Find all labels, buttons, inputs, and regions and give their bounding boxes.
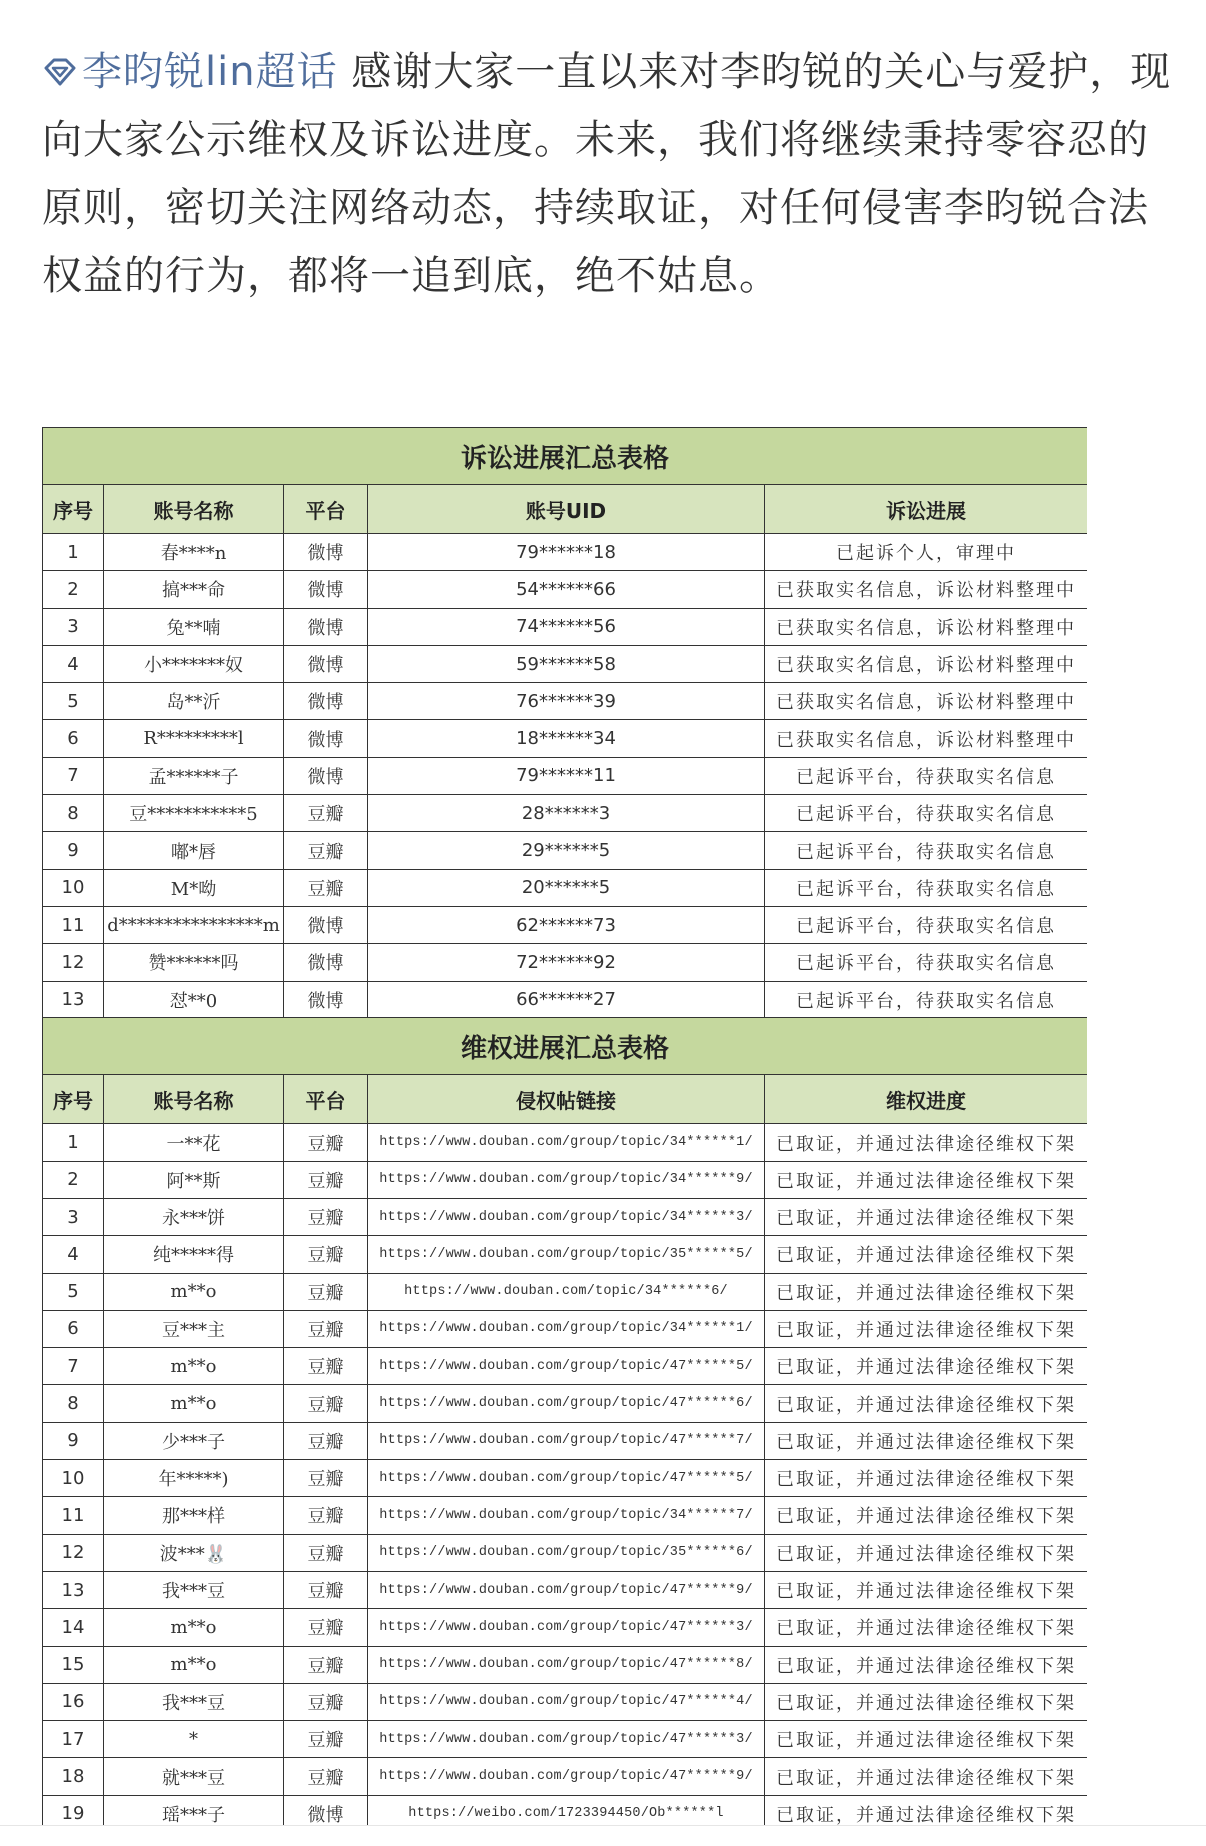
litigation-table-header-3: 账号UID (368, 485, 765, 534)
cell-no: 18 (43, 1758, 104, 1795)
cell-no: 5 (43, 683, 104, 720)
cell-link[interactable]: https://www.douban.com/group/topic/47******6/ (368, 1385, 765, 1422)
cell-progress: 已取证，并通过法律途径维权下架 (765, 1161, 1088, 1198)
table-row (43, 1460, 1088, 1497)
cell-no: 3 (43, 608, 104, 645)
cell-name: 一**花 (104, 1124, 284, 1161)
cell-no: 9 (43, 1422, 104, 1459)
table-row (43, 1795, 1088, 1825)
cell-platform: 豆瓣 (284, 1534, 368, 1571)
cell-name: 我***豆 (104, 1571, 284, 1608)
cell-progress: 已取证，并通过法律途径维权下架 (765, 1795, 1088, 1825)
cell-progress: 已取证，并通过法律途径维权下架 (765, 1609, 1088, 1646)
table-row (43, 1758, 1088, 1795)
cell-progress: 已取证，并通过法律途径维权下架 (765, 1721, 1088, 1758)
cell-name: M*呦 (104, 869, 284, 906)
cell-link[interactable]: https://weibo.com/1723394450/Ob******l (368, 1795, 765, 1825)
cell-name: 小*******奴 (104, 645, 284, 682)
cell-name: d****************m (104, 906, 284, 943)
cell-no: 1 (43, 1124, 104, 1161)
cell-name: 豆***主 (104, 1310, 284, 1347)
litigation-table-header-0: 序号 (43, 485, 104, 534)
litigation-table-header-1: 账号名称 (104, 485, 284, 534)
cell-link[interactable]: https://www.douban.com/group/topic/47******5/ (368, 1460, 765, 1497)
cell-name: 嘟*唇 (104, 832, 284, 869)
topic-link[interactable] (42, 49, 338, 95)
cell-progress: 已获取实名信息，诉讼材料整理中 (765, 683, 1088, 720)
cell-no: 12 (43, 944, 104, 981)
cell-progress: 已取证，并通过法律途径维权下架 (765, 1273, 1088, 1310)
cell-progress: 已取证，并通过法律途径维权下架 (765, 1422, 1088, 1459)
table-row (43, 869, 1088, 906)
cell-platform: 豆瓣 (284, 1198, 368, 1235)
cell-platform: 豆瓣 (284, 1497, 368, 1534)
cell-name: m**o (104, 1348, 284, 1385)
cell-link[interactable]: https://www.douban.com/group/topic/35******5/ (368, 1236, 765, 1273)
cell-link[interactable]: https://www.douban.com/group/topic/35******6/ (368, 1534, 765, 1571)
cell-platform: 微博 (284, 981, 368, 1018)
table-row (43, 1571, 1088, 1608)
cell-platform: 豆瓣 (284, 832, 368, 869)
cell-uid: 66******27 (368, 981, 765, 1018)
cell-no: 2 (43, 571, 104, 608)
cell-name: 我***豆 (104, 1683, 284, 1720)
cell-link[interactable]: https://www.douban.com/group/topic/47******7/ (368, 1422, 765, 1459)
cell-progress: 已取证，并通过法律途径维权下架 (765, 1571, 1088, 1608)
cell-progress: 已取证，并通过法律途径维权下架 (765, 1310, 1088, 1347)
cell-no: 17 (43, 1721, 104, 1758)
cell-uid: 62******73 (368, 906, 765, 943)
diamond-icon (42, 57, 78, 87)
cell-name: m**o (104, 1609, 284, 1646)
cell-platform: 微博 (284, 906, 368, 943)
cell-progress: 已起诉平台，待获取实名信息 (765, 757, 1088, 794)
cell-uid: 29******5 (368, 832, 765, 869)
cell-uid: 72******92 (368, 944, 765, 981)
cell-platform: 豆瓣 (284, 1310, 368, 1347)
cell-uid: 79******18 (368, 534, 765, 571)
cell-progress: 已获取实名信息，诉讼材料整理中 (765, 645, 1088, 682)
cell-link[interactable]: https://www.douban.com/group/topic/47******3/ (368, 1721, 765, 1758)
cell-progress: 已取证，并通过法律途径维权下架 (765, 1236, 1088, 1273)
cell-no: 13 (43, 1571, 104, 1608)
table-row (43, 795, 1088, 832)
table-row (43, 981, 1088, 1018)
cell-progress: 已起诉个人，审理中 (765, 534, 1088, 571)
cell-platform: 豆瓣 (284, 1422, 368, 1459)
cell-platform: 豆瓣 (284, 1236, 368, 1273)
cell-name: m**o (104, 1385, 284, 1422)
cell-name: 岛**沂 (104, 683, 284, 720)
bottom-edge (0, 1825, 1206, 1846)
cell-platform: 豆瓣 (284, 1273, 368, 1310)
cell-name: 兔**喃 (104, 608, 284, 645)
cell-name: m**o (104, 1273, 284, 1310)
table-row (43, 1310, 1088, 1347)
cell-name: 搞***命 (104, 571, 284, 608)
cell-platform: 豆瓣 (284, 1571, 368, 1608)
table-row (43, 1646, 1088, 1683)
cell-platform: 豆瓣 (284, 869, 368, 906)
table-row (43, 832, 1088, 869)
cell-platform: 微博 (284, 1795, 368, 1825)
cell-no: 13 (43, 981, 104, 1018)
cell-no: 2 (43, 1161, 104, 1198)
table-row (43, 906, 1088, 943)
cell-progress: 已取证，并通过法律途径维权下架 (765, 1646, 1088, 1683)
cell-name: 年*****) (104, 1460, 284, 1497)
cell-name: 阿**斯 (104, 1161, 284, 1198)
table-row (43, 1721, 1088, 1758)
cell-name: 永***饼 (104, 1198, 284, 1235)
cell-progress: 已取证，并通过法律途径维权下架 (765, 1683, 1088, 1720)
cell-no: 4 (43, 645, 104, 682)
table-row (43, 1236, 1088, 1273)
cell-progress: 已起诉平台，待获取实名信息 (765, 981, 1088, 1018)
rights-table-header-3: 侵权帖链接 (368, 1075, 765, 1124)
cell-name: 瑶***子 (104, 1795, 284, 1825)
cell-uid: 54******66 (368, 571, 765, 608)
cell-no: 14 (43, 1609, 104, 1646)
cell-platform: 微博 (284, 720, 368, 757)
rights-table-header-2: 平台 (284, 1075, 368, 1124)
litigation-table (42, 427, 1087, 1019)
table-row (43, 1124, 1088, 1161)
cell-no: 16 (43, 1683, 104, 1720)
cell-progress: 已起诉平台，待获取实名信息 (765, 869, 1088, 906)
table-row (43, 1273, 1088, 1310)
cell-name: m**o (104, 1646, 284, 1683)
cell-link[interactable]: https://www.douban.com/group/topic/34******9/ (368, 1161, 765, 1198)
table-row (43, 1609, 1088, 1646)
cell-name: 孟******子 (104, 757, 284, 794)
cell-uid: 79******11 (368, 757, 765, 794)
cell-link[interactable]: https://www.douban.com/group/topic/34******1/ (368, 1124, 765, 1161)
cell-no: 7 (43, 757, 104, 794)
table-row (43, 645, 1088, 682)
cell-progress: 已取证，并通过法律途径维权下架 (765, 1534, 1088, 1571)
table-row (43, 608, 1088, 645)
table-row (43, 1161, 1088, 1198)
litigation-table-header-2: 平台 (284, 485, 368, 534)
table-row (43, 1422, 1088, 1459)
cell-platform: 豆瓣 (284, 1721, 368, 1758)
table-row (43, 534, 1088, 571)
cell-no: 1 (43, 534, 104, 571)
cell-progress: 已取证，并通过法律途径维权下架 (765, 1124, 1088, 1161)
cell-progress: 已获取实名信息，诉讼材料整理中 (765, 720, 1088, 757)
table-row (43, 1534, 1088, 1571)
cell-uid: 76******39 (368, 683, 765, 720)
cell-name: 纯*****得 (104, 1236, 284, 1273)
post-body: 感谢大家一直以来对李昀锐的关心与爱护，现向大家公示维权及诉讼进度。未来，我们将继续秉持零容忍的原则，密切关注网络动态，持续取证，对任何侵害李昀锐合法权益的行为，都将一追到底，绝不姑息。 (42, 49, 1172, 299)
cell-name: 就***豆 (104, 1758, 284, 1795)
cell-no: 6 (43, 1310, 104, 1347)
table-row (43, 720, 1088, 757)
cell-no: 6 (43, 720, 104, 757)
cell-platform: 豆瓣 (284, 1758, 368, 1795)
cell-name: 春****n (104, 534, 284, 571)
cell-name: * (104, 1721, 284, 1758)
cell-platform: 豆瓣 (284, 1124, 368, 1161)
cell-no: 11 (43, 1497, 104, 1534)
cell-link[interactable]: https://www.douban.com/group/topic/47******9/ (368, 1758, 765, 1795)
cell-platform: 豆瓣 (284, 1646, 368, 1683)
post-text (42, 38, 1172, 310)
cell-no: 7 (43, 1348, 104, 1385)
rights-table-header-1: 账号名称 (104, 1075, 284, 1124)
cell-platform: 豆瓣 (284, 1609, 368, 1646)
cell-name: R*********l (104, 720, 284, 757)
cell-link[interactable]: https://www.douban.com/group/topic/34******7/ (368, 1497, 765, 1534)
cell-platform: 微博 (284, 608, 368, 645)
table-row (43, 1683, 1088, 1720)
litigation-table-header-4: 诉讼进展 (765, 485, 1088, 534)
cell-progress: 已取证，并通过法律途径维权下架 (765, 1348, 1088, 1385)
cell-no: 8 (43, 795, 104, 832)
cell-platform: 微博 (284, 757, 368, 794)
cell-no: 10 (43, 1460, 104, 1497)
cell-uid: 28******3 (368, 795, 765, 832)
cell-link[interactable]: https://www.douban.com/group/topic/47******9/ (368, 1571, 765, 1608)
table-row (43, 1497, 1088, 1534)
cell-no: 9 (43, 832, 104, 869)
cell-uid: 59******58 (368, 645, 765, 682)
cell-platform: 微博 (284, 944, 368, 981)
cell-link[interactable]: https://www.douban.com/group/topic/47******5/ (368, 1348, 765, 1385)
cell-platform: 豆瓣 (284, 1460, 368, 1497)
cell-no: 19 (43, 1795, 104, 1825)
cell-link[interactable]: https://www.douban.com/topic/34******6/ (368, 1273, 765, 1310)
rights-table-header-0: 序号 (43, 1075, 104, 1124)
cell-progress: 已起诉平台，待获取实名信息 (765, 944, 1088, 981)
cell-progress: 已起诉平台，待获取实名信息 (765, 795, 1088, 832)
progress-table-image (42, 427, 1087, 1825)
cell-uid: 74******56 (368, 608, 765, 645)
cell-platform: 微博 (284, 645, 368, 682)
cell-progress: 已起诉平台，待获取实名信息 (765, 832, 1088, 869)
cell-no: 8 (43, 1385, 104, 1422)
rights-table-header-4: 维权进度 (765, 1075, 1088, 1124)
cell-progress: 已取证，并通过法律途径维权下架 (765, 1460, 1088, 1497)
cell-name: 怼**0 (104, 981, 284, 1018)
cell-no: 10 (43, 869, 104, 906)
cell-progress: 已取证，并通过法律途径维权下架 (765, 1758, 1088, 1795)
table-row (43, 1385, 1088, 1422)
cell-progress: 已取证，并通过法律途径维权下架 (765, 1497, 1088, 1534)
cell-platform: 豆瓣 (284, 1385, 368, 1422)
cell-name: 少***子 (104, 1422, 284, 1459)
cell-no: 5 (43, 1273, 104, 1310)
cell-progress: 已取证，并通过法律途径维权下架 (765, 1385, 1088, 1422)
cell-name: 豆***********5 (104, 795, 284, 832)
cell-no: 11 (43, 906, 104, 943)
table-row (43, 571, 1088, 608)
table-row (43, 757, 1088, 794)
cell-name: 那***样 (104, 1497, 284, 1534)
table-row (43, 1198, 1088, 1235)
cell-uid: 18******34 (368, 720, 765, 757)
cell-progress: 已获取实名信息，诉讼材料整理中 (765, 608, 1088, 645)
cell-name: 波***🐰 (104, 1534, 284, 1571)
table-row (43, 944, 1088, 981)
cell-platform: 豆瓣 (284, 1683, 368, 1720)
cell-platform: 微博 (284, 571, 368, 608)
cell-progress: 已获取实名信息，诉讼材料整理中 (765, 571, 1088, 608)
cell-platform: 豆瓣 (284, 795, 368, 832)
topic-label: 李昀锐lin超话 (82, 49, 338, 95)
cell-platform: 豆瓣 (284, 1348, 368, 1385)
cell-link[interactable]: https://www.douban.com/group/topic/47******4/ (368, 1683, 765, 1720)
cell-link[interactable]: https://www.douban.com/group/topic/34******3/ (368, 1198, 765, 1235)
cell-uid: 20******5 (368, 869, 765, 906)
cell-no: 15 (43, 1646, 104, 1683)
cell-link[interactable]: https://www.douban.com/group/topic/34******1/ (368, 1310, 765, 1347)
cell-platform: 微博 (284, 683, 368, 720)
cell-no: 3 (43, 1198, 104, 1235)
table-row (43, 1348, 1088, 1385)
cell-no: 12 (43, 1534, 104, 1571)
table-row (43, 683, 1088, 720)
cell-no: 4 (43, 1236, 104, 1273)
rights-table-title: 维权进展汇总表格 (43, 1018, 1088, 1075)
cell-progress: 已起诉平台，待获取实名信息 (765, 906, 1088, 943)
cell-platform: 微博 (284, 534, 368, 571)
cell-link[interactable]: https://www.douban.com/group/topic/47******3/ (368, 1609, 765, 1646)
cell-platform: 豆瓣 (284, 1161, 368, 1198)
cell-progress: 已取证，并通过法律途径维权下架 (765, 1198, 1088, 1235)
litigation-table-title: 诉讼进展汇总表格 (43, 428, 1088, 485)
cell-link[interactable]: https://www.douban.com/group/topic/47******8/ (368, 1646, 765, 1683)
rights-table (42, 1017, 1087, 1825)
cell-name: 赞******吗 (104, 944, 284, 981)
